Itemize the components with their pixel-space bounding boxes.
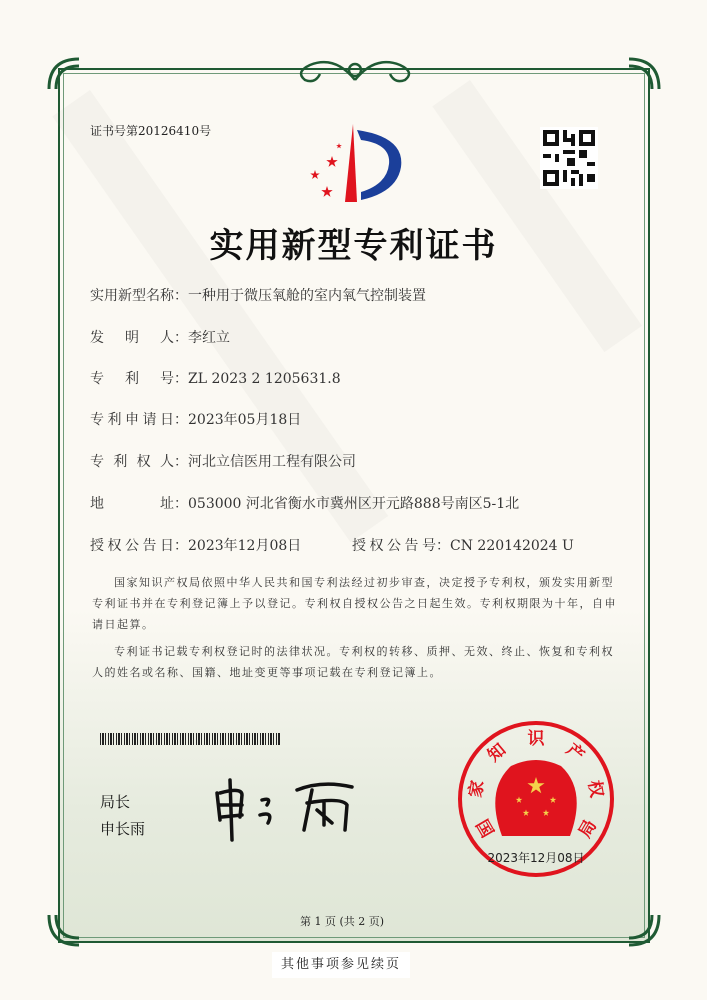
field-separator: ： — [174, 330, 188, 346]
qr-code — [540, 127, 598, 189]
field-value: CN 220142024 U — [450, 538, 574, 554]
field-separator: ： — [174, 538, 188, 554]
field-label: 专利权人 — [90, 454, 174, 470]
field-label: 专利号 — [90, 371, 174, 387]
signatory-name: 申长雨 — [100, 820, 146, 838]
field-label: 授权公告日 — [90, 538, 174, 554]
ornament-corner-icon — [624, 910, 664, 950]
field-row — [90, 329, 230, 347]
page-number: 第 1 页 (共 2 页) — [300, 915, 385, 928]
barcode — [100, 733, 280, 745]
svg-text:产: 产 — [562, 739, 588, 767]
svg-text:家: 家 — [465, 778, 489, 800]
field-value: 河北立信医用工程有限公司 — [188, 454, 356, 470]
svg-text:识: 识 — [527, 729, 545, 749]
svg-text:国: 国 — [471, 816, 497, 842]
certificate-number: 证书号第20126410号 — [90, 124, 212, 138]
ornament-top-icon — [290, 50, 420, 86]
field-separator: ： — [174, 288, 188, 304]
field-value: 李红立 — [188, 330, 230, 346]
signatory-title: 局长 — [100, 793, 131, 811]
field-row — [90, 287, 426, 305]
cnipa-logo-icon — [305, 122, 410, 204]
field-row — [90, 370, 341, 388]
page-title: 实用新型专利证书 — [209, 226, 498, 266]
field-value: 2023年05月18日 — [188, 412, 302, 428]
field-row — [90, 453, 356, 471]
svg-text:局: 局 — [575, 816, 601, 842]
field-separator: ： — [436, 538, 450, 554]
legal-status-paragraph: 专利证书记载专利权登记时的法律状况。专利权的转移、质押、无效、终止、恢复和专利权人的姓名或名称、国籍、地址变更等事项记载在专利登记簿上。 — [92, 645, 614, 679]
announcement-number-row — [352, 537, 574, 555]
handwritten-signature — [212, 775, 367, 845]
field-label: 实用新型名称 — [90, 288, 174, 304]
grant-paragraph: 国家知识产权局依照中华人民共和国专利法经过初步审查，决定授予专利权，颁发实用新型专利证书并在专利登记簿上予以登记。专利权自授权公告之日起生效。专利权期限为十年，自申请日起算。 — [92, 576, 617, 631]
field-row — [90, 411, 301, 429]
field-label: 发明人 — [90, 330, 174, 346]
ornament-corner-icon — [624, 54, 664, 94]
ornament-corner-icon — [44, 54, 84, 94]
field-label: 专利申请日 — [90, 412, 174, 428]
seal-date: 2023年12月08日 — [487, 851, 585, 865]
field-separator: ： — [174, 496, 188, 512]
svg-text:权: 权 — [583, 778, 607, 800]
field-value: 053000 河北省衡水市冀州区开元路888号南区5-1北 — [188, 496, 520, 512]
svg-text:知: 知 — [484, 739, 510, 767]
field-label: 地址 — [90, 496, 174, 512]
field-value: 一种用于微压氧舱的室内氧气控制装置 — [188, 288, 426, 304]
field-label: 授权公告号 — [352, 538, 436, 554]
field-separator: ： — [174, 371, 188, 387]
field-value: ZL 2023 2 1205631.8 — [188, 371, 341, 387]
field-value: 2023年12月08日 — [188, 538, 302, 554]
official-seal — [455, 718, 617, 880]
field-separator: ： — [174, 454, 188, 470]
ornament-corner-icon — [44, 910, 84, 950]
field-row — [90, 537, 301, 555]
field-row — [90, 495, 519, 513]
field-separator: ： — [174, 412, 188, 428]
continuation-note: 其他事项参见续页 — [272, 952, 410, 978]
